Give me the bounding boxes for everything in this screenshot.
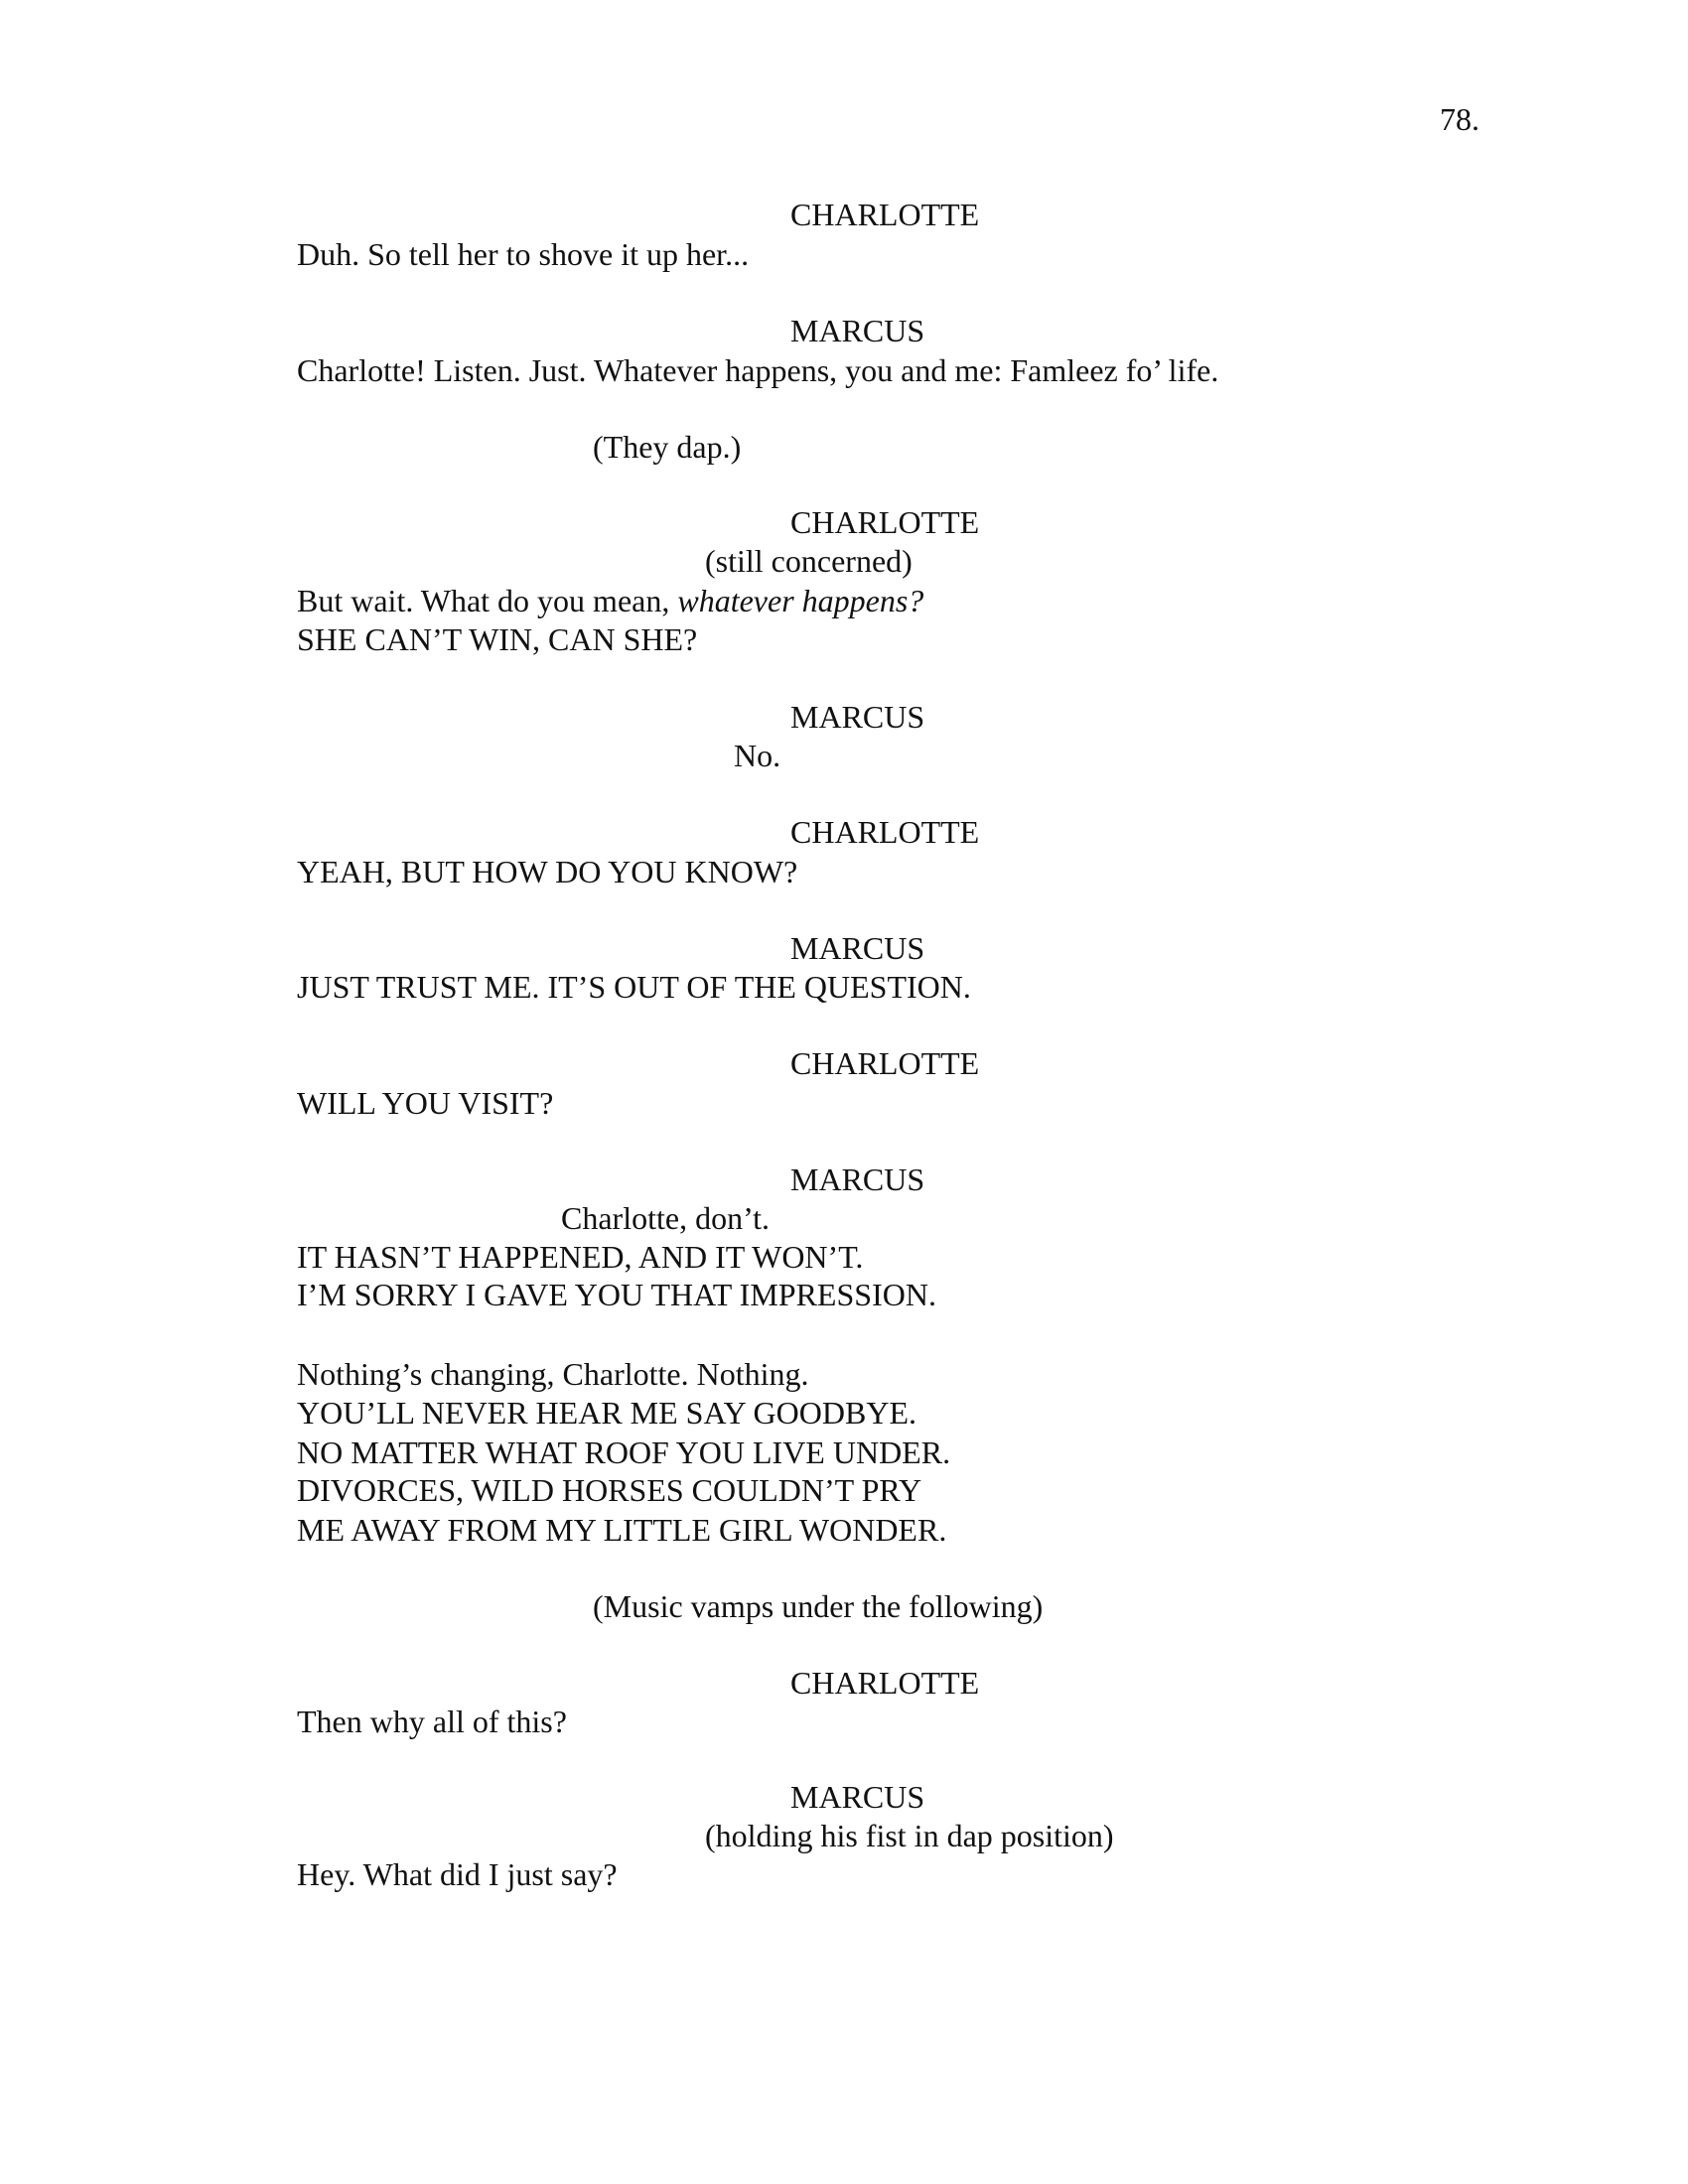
character-name: MARCUS (790, 1779, 925, 1815)
dialogue-line: JUST TRUST ME. IT’S OUT OF THE QUESTION. (297, 969, 971, 1005)
parenthetical: (holding his fist in dap position) (705, 1818, 1114, 1853)
dialogue-line: YOU’LL NEVER HEAR ME SAY GOODBYE. (297, 1395, 916, 1431)
dialogue-line: WILL YOU VISIT? (297, 1085, 554, 1121)
dialogue-line: Charlotte, don’t. (561, 1200, 771, 1236)
dialogue-line: I’M SORRY I GAVE YOU THAT IMPRESSION. (297, 1277, 936, 1312)
dialogue-line: NO MATTER WHAT ROOF YOU LIVE UNDER. (297, 1434, 951, 1470)
stage-direction: (They dap.) (593, 429, 742, 465)
dialogue-line (297, 581, 923, 620)
dialogue-line: DIVORCES, WILD HORSES COULDN’T PRY (297, 1472, 922, 1508)
dialogue-emphasis: whatever happens? (677, 583, 924, 618)
dialogue-line: ME AWAY FROM MY LITTLE GIRL WONDER. (297, 1512, 947, 1548)
character-name: MARCUS (790, 1161, 925, 1197)
stage-direction: (Music vamps under the following) (593, 1588, 1044, 1624)
dialogue-text: But wait. What do you mean, (297, 583, 670, 618)
character-name: MARCUS (790, 930, 925, 966)
dialogue-line: YEAH, BUT HOW DO YOU KNOW? (297, 854, 798, 889)
character-name: CHARLOTTE (790, 814, 980, 850)
dialogue-line: Duh. So tell her to shove it up her... (297, 236, 750, 272)
character-name: CHARLOTTE (790, 1045, 980, 1081)
dialogue-line: Nothing’s changing, Charlotte. Nothing. (297, 1356, 809, 1392)
character-name: CHARLOTTE (790, 1665, 980, 1701)
dialogue-line: SHE CAN’T WIN, CAN SHE? (297, 621, 698, 657)
character-name: MARCUS (790, 699, 925, 735)
dialogue-line: IT HASN’T HAPPENED, AND IT WON’T. (297, 1239, 864, 1275)
character-name: CHARLOTTE (790, 197, 980, 232)
dialogue-line: Then why all of this? (297, 1704, 567, 1739)
dialogue-line: Charlotte! Listen. Just. Whatever happens, you and me: Famleez fo’ life. (297, 352, 1219, 388)
dialogue-line: No. (734, 738, 781, 773)
page-number: 78. (1440, 101, 1479, 137)
character-name: MARCUS (790, 313, 925, 348)
character-name: CHARLOTTE (790, 504, 980, 540)
parenthetical: (still concerned) (705, 543, 913, 579)
dialogue-line: Hey. What did I just say? (297, 1856, 618, 1892)
